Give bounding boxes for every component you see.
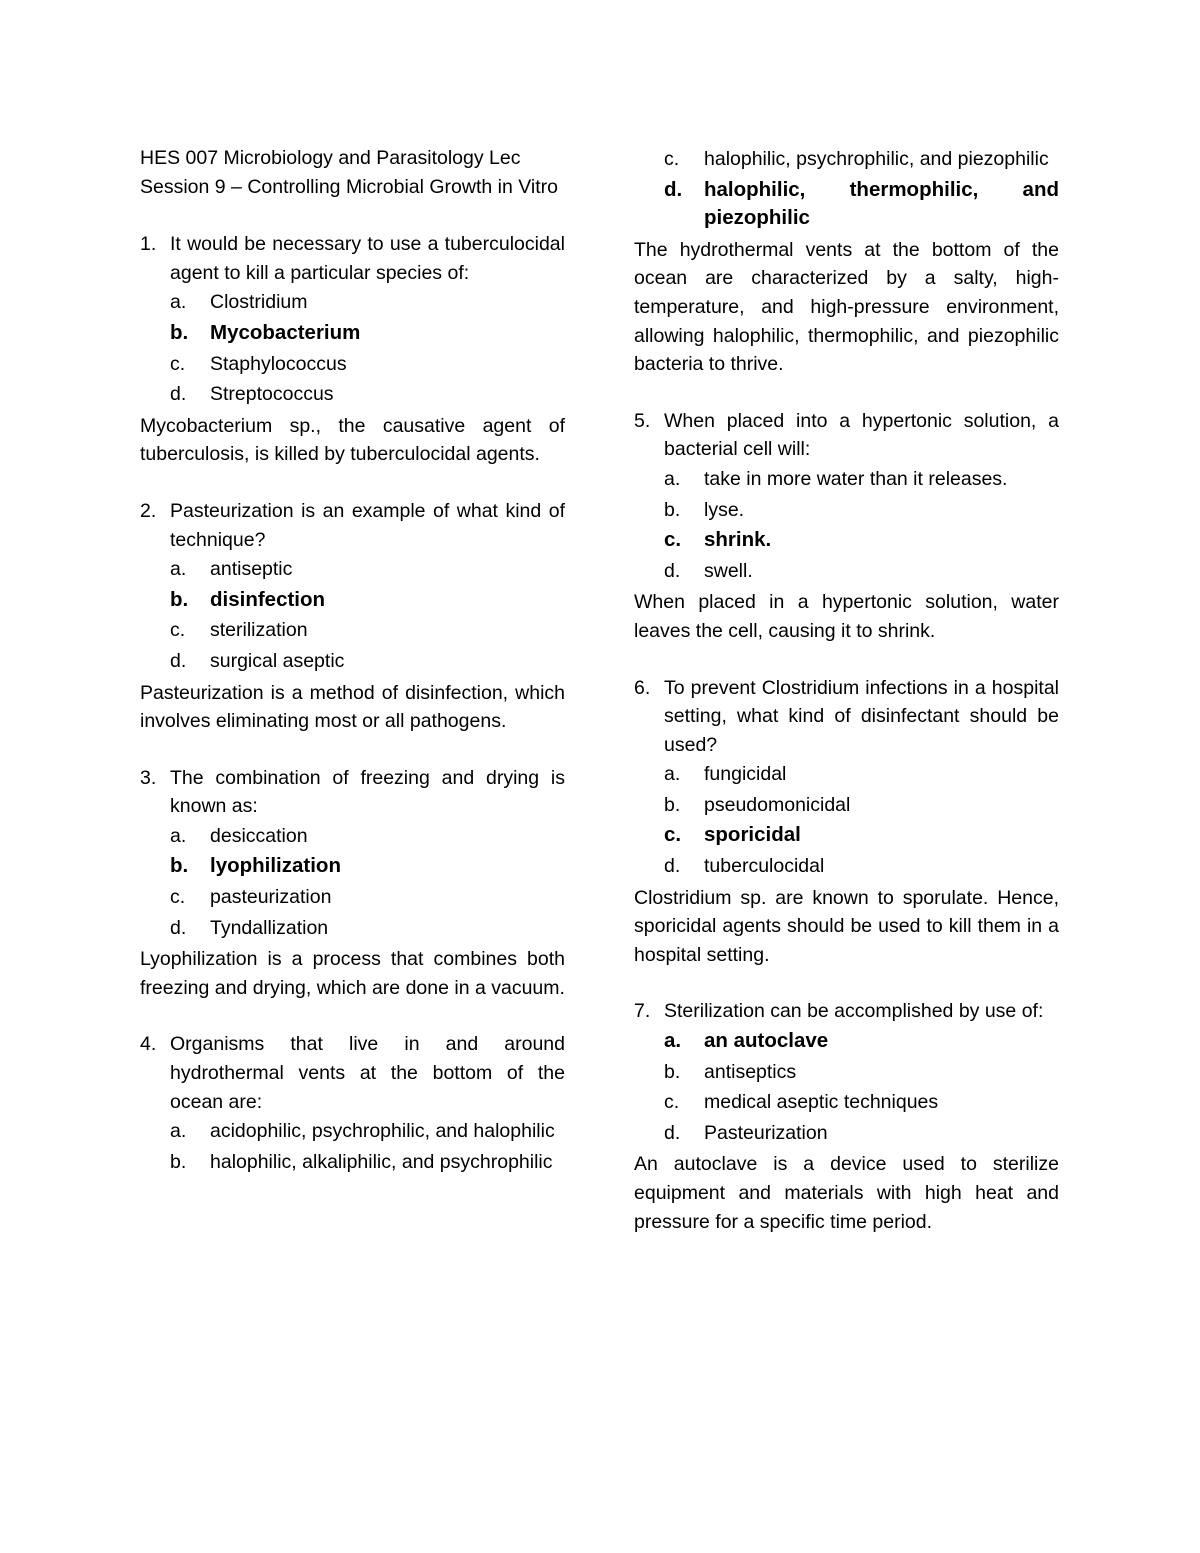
option-letter: b. <box>664 1060 681 1083</box>
option-text: Streptococcus <box>210 383 334 406</box>
option-text: medical aseptic techniques <box>704 1091 939 1114</box>
option-text: swell. <box>704 559 753 582</box>
option-letter: d. <box>170 383 187 406</box>
question-text: Sterilization can be accomplished by use of: <box>664 1000 1044 1023</box>
option-c <box>664 1087 1059 1118</box>
answer-explanation: An autoclave is a device used to sterilize equipment and materials with high heat and pressure for a specific time period. <box>634 1153 1059 1233</box>
option-a <box>170 287 565 318</box>
option-d-correct <box>664 175 1059 234</box>
option-text: halophilic, psychrophilic, and piezophilic <box>704 148 1049 170</box>
question-4 <box>140 1030 565 1177</box>
option-letter: b. <box>170 854 189 878</box>
option-letter: b. <box>664 498 681 521</box>
question-text: It would be necessary to use a tuberculocidal agent to kill a particular species of: <box>170 233 565 284</box>
options-list <box>140 287 565 409</box>
option-letter: b. <box>170 320 189 344</box>
option-a-correct <box>664 1026 1059 1057</box>
option-c <box>170 615 565 646</box>
question-text: Pasteurization is an example of what kind of technique? <box>170 499 565 551</box>
option-text: Mycobacterium <box>210 320 361 344</box>
question-text: The combination of freezing and drying is known as: <box>170 766 565 818</box>
option-a <box>664 759 1059 790</box>
option-letter: a. <box>170 1120 187 1143</box>
document-title: HES 007 Microbiology and Parasitology Lec Session 9 – Controlling Microbial Growth in Vitro <box>140 147 558 198</box>
option-text: Clostridium <box>210 291 308 314</box>
option-text: Pasteurization <box>704 1121 828 1144</box>
answer-explanation: Clostridium sp. are known to sporulate. Hence, sporicidal agents should be used to kill them in a hospital setting. <box>634 886 1059 966</box>
option-letter: d. <box>664 855 681 878</box>
option-b <box>664 1057 1059 1088</box>
question-7 <box>634 997 1059 1236</box>
option-text: take in more water than it releases. <box>704 467 1008 490</box>
option-text: pasteurization <box>210 886 332 909</box>
options-list <box>634 1026 1059 1148</box>
option-a <box>170 1116 565 1147</box>
options-list <box>140 554 565 676</box>
option-letter: b. <box>170 587 189 611</box>
options-list <box>140 1116 565 1177</box>
option-letter: d. <box>170 916 187 939</box>
question-number: 5. <box>634 409 651 432</box>
option-letter: d. <box>664 1121 681 1144</box>
option-letter: b. <box>170 1150 187 1173</box>
answer-explanation: Lyophilization is a process that combines both freezing and drying, which are done in a vacuum. <box>140 948 565 999</box>
option-letter: d. <box>170 649 187 672</box>
option-text: halophilic, alkaliphilic, and psychrophilic <box>210 1150 553 1173</box>
left-column <box>140 144 565 1177</box>
option-text: disinfection <box>210 587 326 611</box>
question-6 <box>634 674 1059 970</box>
question-number: 2. <box>140 499 157 522</box>
answer-explanation: Pasteurization is a method of disinfection, which involves eliminating most or all pathogens. <box>140 681 565 733</box>
option-letter: c. <box>170 352 186 375</box>
question-2 <box>140 497 565 736</box>
option-letter: a. <box>170 558 187 581</box>
question-text: To prevent Clostridium infections in a hospital setting, what kind of disinfectant should be used? <box>664 676 1059 756</box>
option-letter: c. <box>664 823 682 847</box>
option-letter: a. <box>664 1029 682 1053</box>
option-b-correct <box>170 585 565 616</box>
option-c-correct <box>664 820 1059 851</box>
answer-explanation: Mycobacterium sp., the causative agent of tuberculosis, is killed by tuberculocidal agents. <box>140 414 565 466</box>
option-text: Staphylococcus <box>210 352 347 375</box>
option-letter: d. <box>664 177 683 201</box>
option-b-correct <box>170 318 565 349</box>
option-letter: c. <box>664 1091 680 1114</box>
option-b-correct <box>170 851 565 882</box>
option-text: fungicidal <box>704 763 787 786</box>
option-text: halophilic, thermophilic, and piezophilic <box>704 177 1059 230</box>
option-b <box>664 495 1059 526</box>
option-d <box>664 556 1059 587</box>
option-letter: a. <box>664 467 681 490</box>
option-text: an autoclave <box>704 1029 829 1053</box>
question-text: Organisms that live in and around hydrothermal vents at the bottom of the ocean are: <box>170 1033 565 1113</box>
question-number: 6. <box>634 676 651 699</box>
option-c <box>664 144 1059 175</box>
option-letter: d. <box>664 559 681 582</box>
question-1 <box>140 230 565 469</box>
option-letter: b. <box>664 793 681 816</box>
option-b <box>170 1147 565 1178</box>
option-c-correct <box>664 525 1059 556</box>
question-number: 7. <box>634 1000 651 1023</box>
options-list-continued <box>634 144 1059 234</box>
option-text: antiseptics <box>704 1060 797 1083</box>
option-c <box>170 882 565 913</box>
option-letter: c. <box>170 886 186 909</box>
option-text: Tyndallization <box>210 916 329 939</box>
question-number: 1. <box>140 233 157 256</box>
option-text: sporicidal <box>704 823 801 847</box>
question-number: 3. <box>140 766 157 789</box>
option-text: surgical aseptic <box>210 649 345 672</box>
option-text: tuberculocidal <box>704 855 825 878</box>
option-a <box>664 464 1059 495</box>
answer-explanation: The hydrothermal vents at the bottom of the ocean are characterized by a salty, high-temperature, and high-pressure environment, allowing halophilic, thermophilic, and piezophilic bacteria to thrive. <box>634 238 1059 376</box>
option-d <box>170 379 565 410</box>
question-text: When placed into a hypertonic solution, a bacterial cell will: <box>664 409 1059 461</box>
option-c <box>170 349 565 380</box>
option-d <box>170 913 565 944</box>
option-letter: c. <box>170 619 186 642</box>
option-text: antiseptic <box>210 558 293 581</box>
option-text: shrink. <box>704 528 772 552</box>
option-letter: a. <box>170 291 187 314</box>
option-text: sterilization <box>210 619 308 642</box>
option-text: lyophilization <box>210 854 341 878</box>
right-column <box>634 144 1059 1236</box>
options-list <box>140 821 565 943</box>
question-5 <box>634 407 1059 646</box>
option-text: desiccation <box>210 824 308 847</box>
option-d <box>664 851 1059 882</box>
options-list <box>634 464 1059 586</box>
option-d <box>664 1118 1059 1149</box>
option-b <box>664 790 1059 821</box>
options-list <box>634 759 1059 881</box>
question-number: 4. <box>140 1033 157 1056</box>
option-letter: a. <box>664 763 681 786</box>
option-letter: c. <box>664 148 680 170</box>
option-d <box>170 646 565 677</box>
question-3 <box>140 764 565 1003</box>
option-letter: c. <box>664 528 682 552</box>
option-text: lyse. <box>704 498 745 521</box>
option-a <box>170 554 565 585</box>
option-a <box>170 821 565 852</box>
option-text: acidophilic, psychrophilic, and halophilic <box>210 1120 555 1143</box>
option-text: pseudomonicidal <box>704 793 851 816</box>
option-letter: a. <box>170 824 187 847</box>
answer-explanation: When placed in a hypertonic solution, water leaves the cell, causing it to shrink. <box>634 591 1059 642</box>
